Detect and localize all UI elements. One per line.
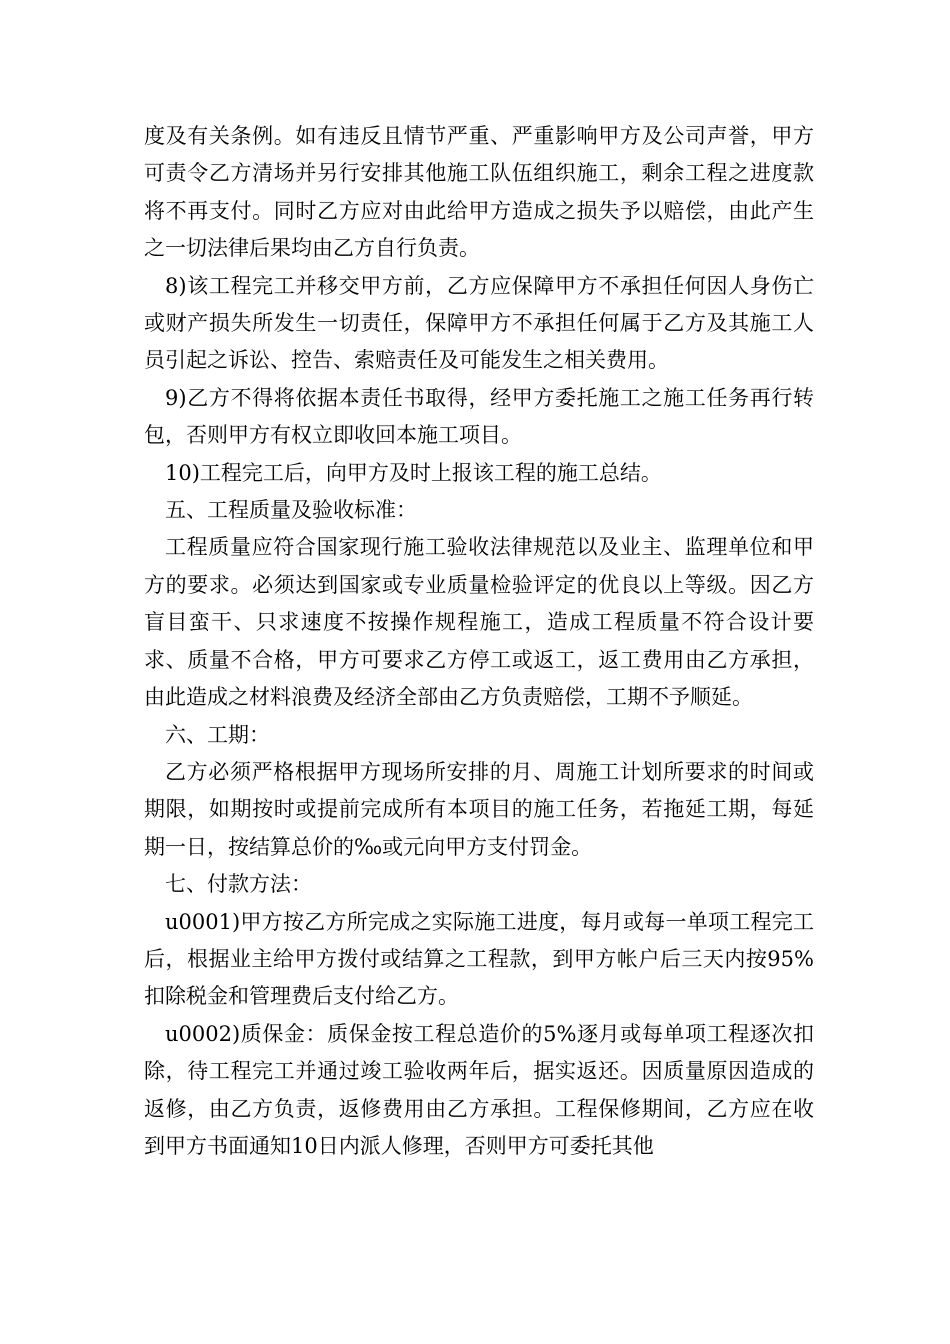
section-heading-7: 七、付款方法： xyxy=(165,872,312,897)
paragraph-10: u0001)甲方按乙方所完成之实际施工进度，每月或每一单项工程完工后，根据业主给甲方拨付或结算之工程款，到甲方帐户后三天内按95%扣除税金和管理费后支付给乙方。 xyxy=(144,909,814,1009)
paragraph-1: 度及有关条例。如有违反且情节严重、严重影响甲方及公司声誉，甲方可责令乙方清场并另行安排其他施工队伍组织施工，剩余工程之进度款将不再支付。同时乙方应对由此给甲方造成之损失予以赔偿，由此产生之一切法律后果均由乙方自行负责。 xyxy=(144,124,814,261)
document-body xyxy=(144,118,814,1165)
paragraph-3: 9)乙方不得将依据本责任书取得，经甲方委托施工之施工任务再行转包，否则甲方有权立即收回本施工项目。 xyxy=(144,385,814,448)
section-heading-6: 六、工期： xyxy=(165,722,270,747)
paragraph-11: u0002)质保金：质保金按工程总造价的5%逐月或每单项工程逐次扣除，待工程完工并通过竣工验收两年后，据实返还。因质量原因造成的返修，由乙方负责，返修费用由乙方承担。工程保修期间，乙方应在收到甲方书面通知10日内派人修理，否则甲方可委托其他 xyxy=(144,1021,814,1158)
paragraph-2: 8)该工程完工并移交甲方前，乙方应保障甲方不承担任何因人身伤亡或财产损失所发生一切责任，保障甲方不承担任何属于乙方及其施工人员引起之诉讼、控告、索赔责任及可能发生之相关费用。 xyxy=(144,273,814,373)
paragraph-6: 工程质量应符合国家现行施工验收法律规范以及业主、监理单位和甲方的要求。必须达到国家或专业质量检验评定的优良以上等级。因乙方盲目蛮干、只求速度不按操作规程施工，造成工程质量不符合设计要求、质量不合格，甲方可要求乙方停工或返工，返工费用由乙方承担，由此造成之材料浪费及经济全部由乙方负责赔偿，工期不予顺延。 xyxy=(144,535,814,710)
paragraph-8: 乙方必须严格根据甲方现场所安排的月、周施工计划所要求的时间或期限，如期按时或提前完成所有本项目的施工任务，若拖延工期，每延期一日，按结算总价的‰或元向甲方支付罚金。 xyxy=(144,759,814,859)
paragraph-4: 10)工程完工后，向甲方及时上报该工程的施工总结。 xyxy=(165,460,662,485)
section-heading-5: 五、工程质量及验收标准： xyxy=(165,498,417,523)
